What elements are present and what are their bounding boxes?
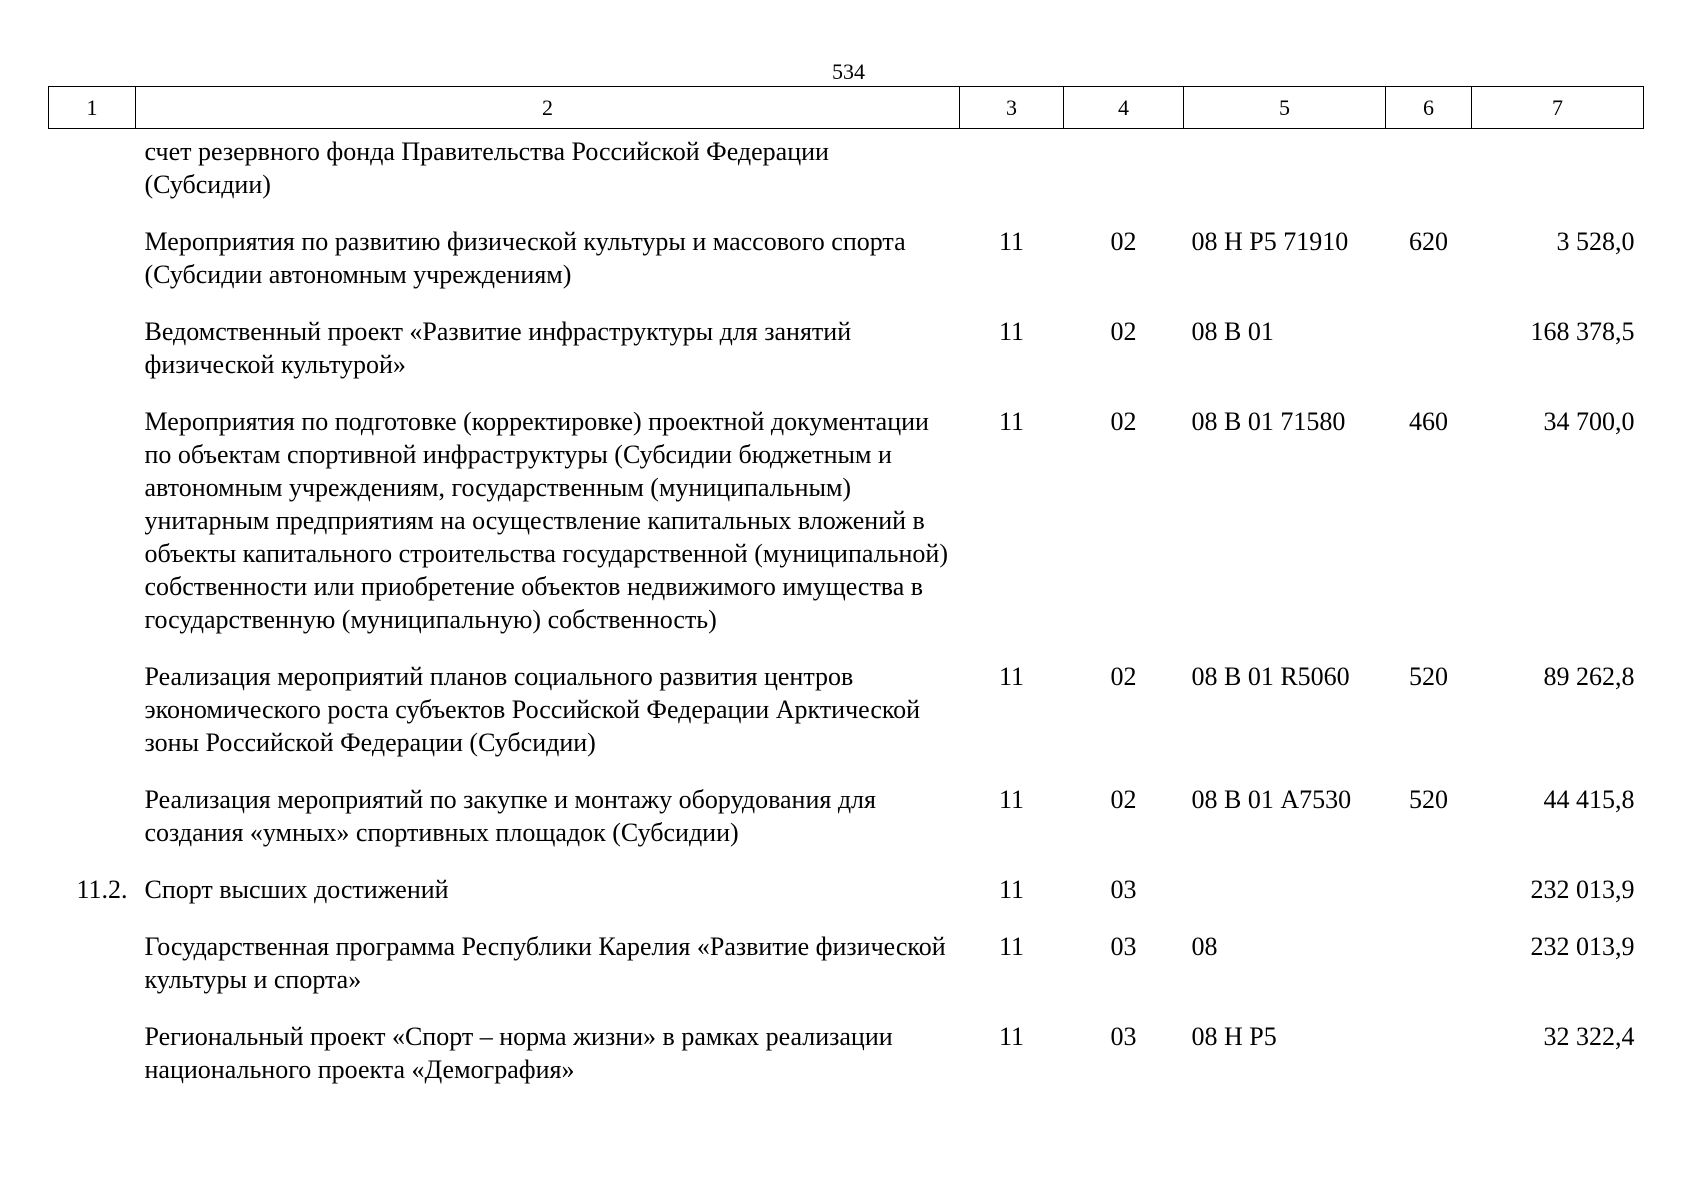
table-row	[49, 1009, 1644, 1099]
row-amount: 44 415,8	[1543, 785, 1635, 814]
row-number	[49, 394, 136, 649]
row-target-code	[1184, 862, 1386, 919]
row-subsection: 02	[1110, 407, 1137, 436]
row-amount: 89 262,8	[1543, 662, 1635, 691]
row-amount: 168 378,5	[1530, 317, 1635, 346]
row-name: Мероприятия по подготовке (корректировке) проектной документации по объектам спортивной инфраструктуры (Субсидии бюджетным и автономным учреждениям, государственным (муниципальным) унитарным предприятиям на осуществление капитальных вложений в объекты капитального строительства государственной (муниципальной) собственности или приобретение объектов недвижимого имущества в государственную (муниципальную) собственность)	[144, 407, 948, 634]
column-header-5: 5	[1184, 87, 1386, 129]
column-header-2: 2	[136, 87, 960, 129]
row-number	[49, 129, 136, 215]
row-name: Реализация мероприятий по закупке и монтажу оборудования для создания «умных» спортивных площадок (Субсидии)	[144, 785, 876, 847]
row-name: Государственная программа Республики Карелия «Развитие физической культуры и спорта»	[144, 932, 946, 994]
row-section: 11	[998, 227, 1025, 256]
row-expense-type: 520	[1409, 662, 1448, 691]
row-amount	[1472, 129, 1644, 215]
row-number	[49, 304, 136, 394]
row-section: 11	[998, 875, 1025, 904]
table-header-row	[49, 87, 1644, 129]
column-header-4: 4	[1064, 87, 1184, 129]
row-subsection: 02	[1110, 227, 1137, 256]
row-expense-type: 620	[1409, 227, 1448, 256]
row-section: 11	[998, 407, 1025, 436]
row-section: 11	[998, 1022, 1025, 1051]
budget-table	[48, 86, 1644, 1099]
column-header-6: 6	[1386, 87, 1472, 129]
row-target-code: 08 В 01 А7530	[1191, 785, 1352, 814]
table-row	[49, 304, 1644, 394]
row-name: счет резервного фонда Правительства Российской Федерации (Субсидии)	[144, 137, 829, 199]
row-amount: 34 700,0	[1543, 407, 1635, 436]
table-row	[49, 772, 1644, 862]
row-subsection	[1064, 129, 1184, 215]
row-number	[49, 1009, 136, 1099]
row-expense-type	[1386, 304, 1472, 394]
row-expense-type: 520	[1409, 785, 1448, 814]
page-number: 534	[832, 59, 865, 84]
column-header-3: 3	[960, 87, 1064, 129]
table-row	[49, 919, 1644, 1009]
row-name: Спорт высших достижений	[144, 875, 449, 904]
row-section: 11	[998, 317, 1025, 346]
row-number	[49, 772, 136, 862]
row-number	[49, 214, 136, 304]
column-header-7: 7	[1472, 87, 1644, 129]
row-subsection: 03	[1110, 932, 1137, 961]
row-target-code: 08 В 01	[1191, 317, 1274, 346]
row-subsection: 02	[1110, 317, 1137, 346]
row-expense-type	[1386, 1009, 1472, 1099]
row-section	[960, 129, 1064, 215]
row-expense-type	[1386, 129, 1472, 215]
row-target-code	[1184, 129, 1386, 215]
row-amount: 232 013,9	[1530, 875, 1635, 904]
table-row	[49, 649, 1644, 772]
column-header-1: 1	[49, 87, 136, 129]
row-amount: 232 013,9	[1530, 932, 1635, 961]
table-row	[49, 129, 1644, 215]
row-subsection: 02	[1110, 785, 1137, 814]
row-amount: 3 528,0	[1556, 227, 1635, 256]
row-target-code: 08 Н Р5	[1191, 1022, 1277, 1051]
table-row	[49, 862, 1644, 919]
row-name: Ведомственный проект «Развитие инфраструктуры для занятий физической культурой»	[144, 317, 852, 379]
row-name: Реализация мероприятий планов социального развития центров экономического роста субъектов Российской Федерации Арктической зоны Российской Федерации (Субсидии)	[144, 662, 921, 757]
table-row	[49, 394, 1644, 649]
row-section: 11	[998, 662, 1025, 691]
row-section: 11	[998, 785, 1025, 814]
row-target-code: 08 В 01 71580	[1191, 407, 1346, 436]
row-name: Региональный проект «Спорт – норма жизни» в рамках реализации национального проекта «Демография»	[144, 1022, 893, 1084]
row-number	[49, 649, 136, 772]
row-number	[49, 919, 136, 1009]
row-target-code: 08	[1191, 932, 1218, 961]
row-name: Мероприятия по развитию физической культуры и массового спорта (Субсидии автономным учреждениям)	[144, 227, 906, 289]
row-expense-type	[1386, 919, 1472, 1009]
row-subsection: 02	[1110, 662, 1137, 691]
table-row	[49, 214, 1644, 304]
row-subsection: 03	[1110, 1022, 1137, 1051]
row-expense-type	[1386, 862, 1472, 919]
row-target-code: 08 Н Р5 71910	[1191, 227, 1349, 256]
row-expense-type: 460	[1409, 407, 1448, 436]
row-section: 11	[998, 932, 1025, 961]
row-target-code: 08 В 01 R5060	[1191, 662, 1350, 691]
row-number: 11.2.	[76, 875, 128, 904]
row-subsection: 03	[1110, 875, 1137, 904]
row-amount: 32 322,4	[1543, 1022, 1635, 1051]
